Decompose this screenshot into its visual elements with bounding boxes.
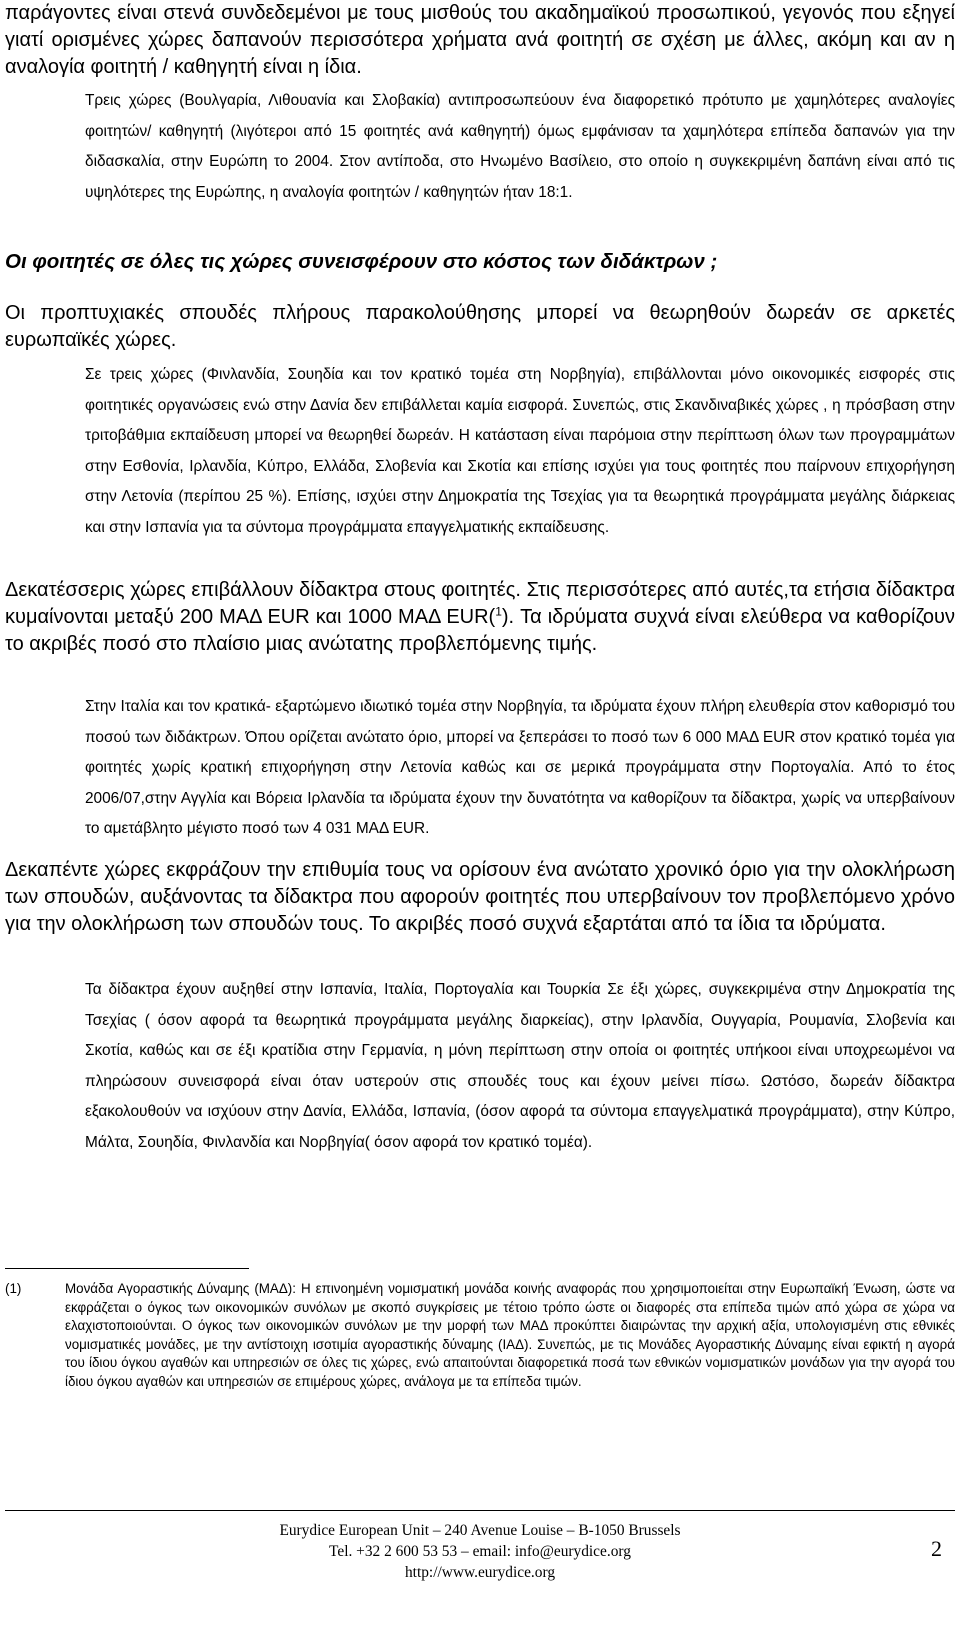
footer-separator	[5, 1510, 955, 1511]
paragraph-italy-norway: Στην Ιταλία και τον κρατικά- εξαρτώμενο ιδιωτικό τομέα στην Νορβηγία, τα ιδρύματα έχουν πλήρη ελευθερία στον καθορισμό του ποσού των διδάκτρων. Όπου ορίζεται ανώτατο όριο, μπορεί να ξεπεράσει το ποσό των 6 000 ΜΑΔ EUR στον κρατικό τομέα για φοιτητές χωρίς κρατική επιχορήγηση στην Λετονία καθώς και σε μερικά προγράμματα στην Πορτογαλία. Από το έτος 2006/07,στην Αγγλία και Βόρεια Ιρλανδία τα ιδρύματα έχουν την δυνατότητα να καθορίζουν τα δίδακτρα, χωρίς να υπερβαίνουν το αμετάβλητο μέγιστο ποσό των 4 031 ΜΑΔ EUR.	[85, 698, 955, 837]
paragraph-fourteen-countries-text: Δεκατέσσερις χώρες επιβάλλουν δίδακτρα στους φοιτητές. Στις περισσότερες από αυτές,τα ετήσια δίδακτρα κυμαίνονται μεταξύ 200 ΜΑΔ EUR και 1000 ΜΑΔ EUR(	[5, 579, 955, 628]
paragraph-fourteen-countries-text-cont: ). Τα ιδρύματα συχνά είναι ελεύθερα να καθορίζουν το ακριβές ποσό στο πλαίσιο μιας ανώτατης προβλεπόμενης τιμής.	[5, 606, 955, 655]
paragraph-fourteen-countries	[5, 577, 955, 658]
paragraph-teaching-costs: παράγοντες είναι στενά συνδεδεμένοι με τους μισθούς του ακαδημαϊκού προσωπικού, γεγονός που εξηγεί γιατί ορισμένες χώρες δαπανούν περισσότερα χρήματα ανά φοιτητή σε σχέση με άλλες, ακόμη και αν η αναλογία φοιτητή / καθηγητή είναι η ίδια.	[5, 2, 955, 78]
footer-contact: Tel. +32 2 600 53 53 – email: info@eurydice.org	[329, 1543, 631, 1560]
paragraph-three-countries: Τρεις χώρες (Βουλγαρία, Λιθουανία και Σλοβακία) αντιπροσωπεύουν ένα διαφορετικό πρότυπο με χαμηλότερες αναλογίες φοιτητών/ καθηγητή (λιγότεροι από 15 φοιτητές ανά καθηγητή) όμως εμφάνισαν τα χαμηλότερα επίπεδα δαπανών για την διδασκαλία, στην Ευρώπη το 2004. Στον αντίποδα, στο Ηνωμένο Βασίλειο, στο οποίο η συγκεκριμένη δαπάνη είναι από τις υψηλότερες της Ευρώπης, η αναλογία φοιτητών / καθηγητών ήταν 18:1.	[85, 92, 955, 201]
paragraph-scandinavian: Σε τρεις χώρες (Φινλανδία, Σουηδία και τον κρατικό τομέα στη Νορβηγία), επιβάλλονται μόνο οικονομικές εισφορές στις φοιτητικές οργανώσεις ενώ στην Δανία δεν επιβάλλεται καμία εισφορά. Συνεπώς, στις Σκανδιναβικές χώρες , η πρόσβαση στην τριτοβάθμια εκπαίδευση μπορεί να θεωρηθεί δωρεάν. Η κατάσταση είναι παρόμοια στην περίπτωση όλων των προγραμμάτων στην Εσθονία, Ιρλανδία, Κύπρο, Ελλάδα, Σλοβενία και Σκοτία και επίσης ισχύει για τους φοιτητές που παίρνουν επιχορήγηση στην Λετονία (περίπου 25 %). Επίσης, ισχύει στην Δημοκρατία της Τσεχίας για τα θεωρητικά προγράμματα μεγάλης διάρκειας και στην Ισπανία για τα σύντομα προγράμματα επαγγελματικής εκπαίδευσης.	[85, 366, 955, 536]
page-number: 2	[931, 1536, 942, 1561]
paragraph-fifteen-countries: Δεκαπέντε χώρες εκφράζουν την επιθυμία τους να ορίσουν ένα ανώτατο χρονικό όριο για την ολοκλήρωση των σπουδών, αυξάνοντας τα δίδακτρα που αφορούν φοιτητές που υπερβαίνουν τον προβλεπόμενο χρόνο για την ολοκλήρωση των σπουδών τους. Το ακριβές ποσό συχνά εξαρτάται από τα ίδια τα ιδρύματα.	[5, 859, 955, 935]
footnote-marker: (1)	[5, 1281, 22, 1296]
section-heading: Οι φοιτητές σε όλες τις χώρες συνεισφέρουν στο κόστος των διδάκτρων ;	[5, 250, 718, 273]
footnote-separator	[5, 1268, 249, 1269]
page-footer	[200, 1520, 760, 1583]
footer-address: Eurydice European Unit – 240 Avenue Louise – B-1050 Brussels	[279, 1522, 681, 1539]
footnote-reference: 1	[495, 604, 502, 619]
paragraph-fees-increased: Τα δίδακτρα έχουν αυξηθεί στην Ισπανία, Ιταλία, Πορτογαλία και Τουρκία Σε έξι χώρες, συγκεκριμένα στην Δημοκρατία της Τσεχίας ( όσον αφορά τα θεωρητικά προγράμματα μεγάλης διαρκείας), στην Ιρλανδία, Ουγγαρία, Ρουμανία, Σλοβενία και Σκοτία, καθώς και σε έξι κρατίδια στην Γερμανία, η μόνη περίπτωση στην οποία οι φοιτητές υπήκοοι είναι υποχρεωμένοι να πληρώσουν συνεισφορά είναι όταν υστερούν στις σπουδές τους και έχουν μείνει πίσω. Ωστόσο, δωρεάν δίδακτρα εξακολουθούν να ισχύουν στην Δανία, Ελλάδα, Ισπανία, (όσον αφορά τα σύντομα επαγγελματικά προγράμματα), στην Κύπρο, Μάλτα, Σουηδία, Φινλανδία και Νορβηγία( όσον αφορά τον κρατικό τομέα).	[85, 981, 955, 1151]
footnote-text: Μονάδα Αγοραστικής Δύναμης (ΜΑΔ): Η επινοημένη νομισματική μονάδα κοινής αναφοράς που χρησιμοποιείται στην Ευρωπαϊκή Ένωση, ώστε να εκφράζεται ο όγκος των οικονομικών συνόλων με σκοπό συγκρίσεις με τέτοιο τρόπο ώστε οι διαφορές στα επίπεδα τιμών από χώρα σε χώρα να ελαχιστοποιούνται. Ο όγκος των οικονομικών συνόλων με την μορφή των ΜΑΔ προκύπτει διαιρώντας την αρχική αξία, υπολογισμένη στις εθνικές νομισματικές μονάδες, με την αντίστοιχη ισοτιμία αγοραστικής δύναμης (ΙΑΔ). Συνεπώς, με τις Μονάδες Αγοραστικής Δύναμης είναι εφικτή η αγορά του ίδιου όγκου αγαθών και υπηρεσιών σε όλες τις χώρες, ενώ απαιτούνται διαφορετικά ποσά των εθνικών νομισματικών μονάδων για την αγορά του ίδιου όγκου αγαθών και υπηρεσιών σε επιμέρους χώρες, ανάλογα με τα επίπεδα τιμών.	[65, 1281, 955, 1389]
footer-website: http://www.eurydice.org	[404, 1564, 556, 1581]
paragraph-free-studies: Οι προπτυχιακές σπουδές πλήρους παρακολούθησης μπορεί να θεωρηθούν δωρεάν σε αρκετές ευρωπαϊκές χώρες.	[5, 302, 955, 351]
